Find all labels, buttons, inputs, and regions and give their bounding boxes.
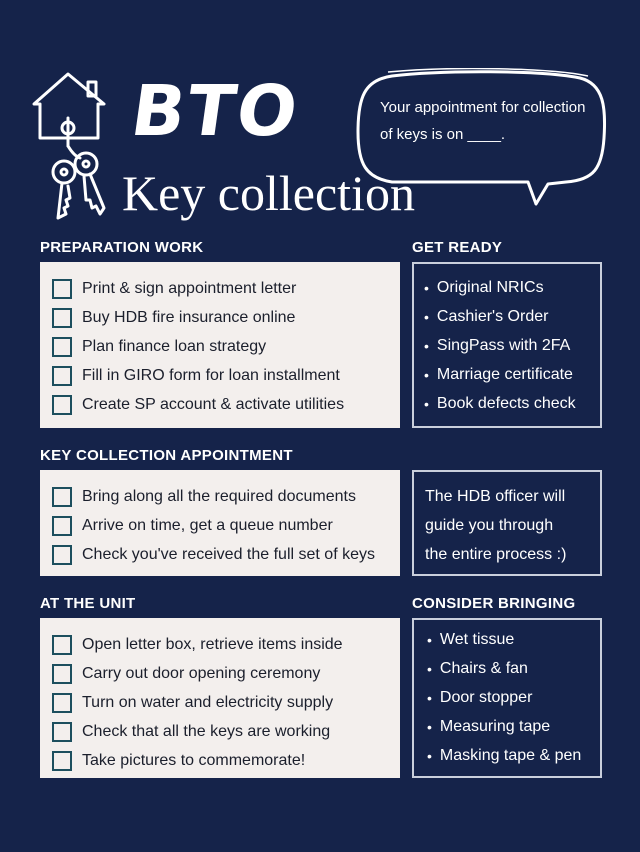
checklist-item[interactable]: Bring along all the required documents <box>52 482 400 511</box>
checklist-item[interactable]: Take pictures to commemorate! <box>52 746 400 775</box>
checkbox-icon[interactable] <box>52 545 72 565</box>
officer-note <box>412 470 602 576</box>
checkbox-icon[interactable] <box>52 395 72 415</box>
checkbox-icon[interactable] <box>52 693 72 713</box>
get-ready-list <box>412 262 602 428</box>
note-line: The HDB officer will <box>425 488 566 505</box>
get-ready-heading: GET READY <box>412 239 503 256</box>
house-keys-icon <box>28 68 128 228</box>
checklist-item[interactable]: Plan finance loan strategy <box>52 332 400 361</box>
appointment-checklist <box>40 470 400 576</box>
list-item: • Book defects check <box>424 394 576 412</box>
checklist-item[interactable]: Buy HDB fire insurance online <box>52 303 400 332</box>
checklist-item[interactable]: Arrive on time, get a queue number <box>52 511 400 540</box>
at-unit-heading: AT THE UNIT <box>40 595 136 612</box>
list-item: • Measuring tape <box>427 717 551 735</box>
at-unit-checklist <box>40 618 400 778</box>
page-subtitle: Key collection <box>122 165 415 221</box>
checkbox-icon[interactable] <box>52 366 72 386</box>
checklist-item[interactable]: Fill in GIRO form for loan installment <box>52 361 400 390</box>
checklist-item[interactable]: Create SP account & activate utilities <box>52 390 400 419</box>
checklist-item[interactable]: Print & sign appointment letter <box>52 274 400 303</box>
checkbox-icon[interactable] <box>52 722 72 742</box>
list-item: • Masking tape & pen <box>427 746 582 764</box>
checkbox-icon[interactable] <box>52 516 72 536</box>
list-item: • SingPass with 2FA <box>424 336 571 354</box>
preparation-checklist <box>40 262 400 428</box>
page-title: BTO <box>126 70 305 152</box>
checkbox-icon[interactable] <box>52 751 72 771</box>
list-item: • Wet tissue <box>427 630 515 648</box>
checklist-item[interactable]: Turn on water and electricity supply <box>52 688 400 717</box>
consider-list <box>412 618 602 778</box>
list-item: • Chairs & fan <box>427 659 528 677</box>
bubble-text: Your appointment for collection of keys is on ____. <box>380 99 586 143</box>
list-item: • Door stopper <box>427 688 533 706</box>
appointment-heading: KEY COLLECTION APPOINTMENT <box>40 447 293 464</box>
preparation-heading: PREPARATION WORK <box>40 239 204 256</box>
checklist-item[interactable]: Open letter box, retrieve items inside <box>52 630 400 659</box>
checklist-item[interactable]: Carry out door opening ceremony <box>52 659 400 688</box>
checkbox-icon[interactable] <box>52 487 72 507</box>
list-item: • Original NRICs <box>424 278 544 296</box>
list-item: • Marriage certificate <box>424 365 573 383</box>
note-line: the entire process :) <box>425 546 567 563</box>
checkbox-icon[interactable] <box>52 337 72 357</box>
note-line: guide you through <box>425 517 554 534</box>
checkbox-icon[interactable] <box>52 279 72 299</box>
checkbox-icon[interactable] <box>52 664 72 684</box>
checkbox-icon[interactable] <box>52 635 72 655</box>
consider-heading: CONSIDER BRINGING <box>412 595 576 612</box>
list-item: • Cashier's Order <box>424 307 549 325</box>
checklist-item[interactable]: Check that all the keys are working <box>52 717 400 746</box>
checklist-item[interactable]: Check you've received the full set of keys <box>52 540 400 569</box>
checkbox-icon[interactable] <box>52 308 72 328</box>
